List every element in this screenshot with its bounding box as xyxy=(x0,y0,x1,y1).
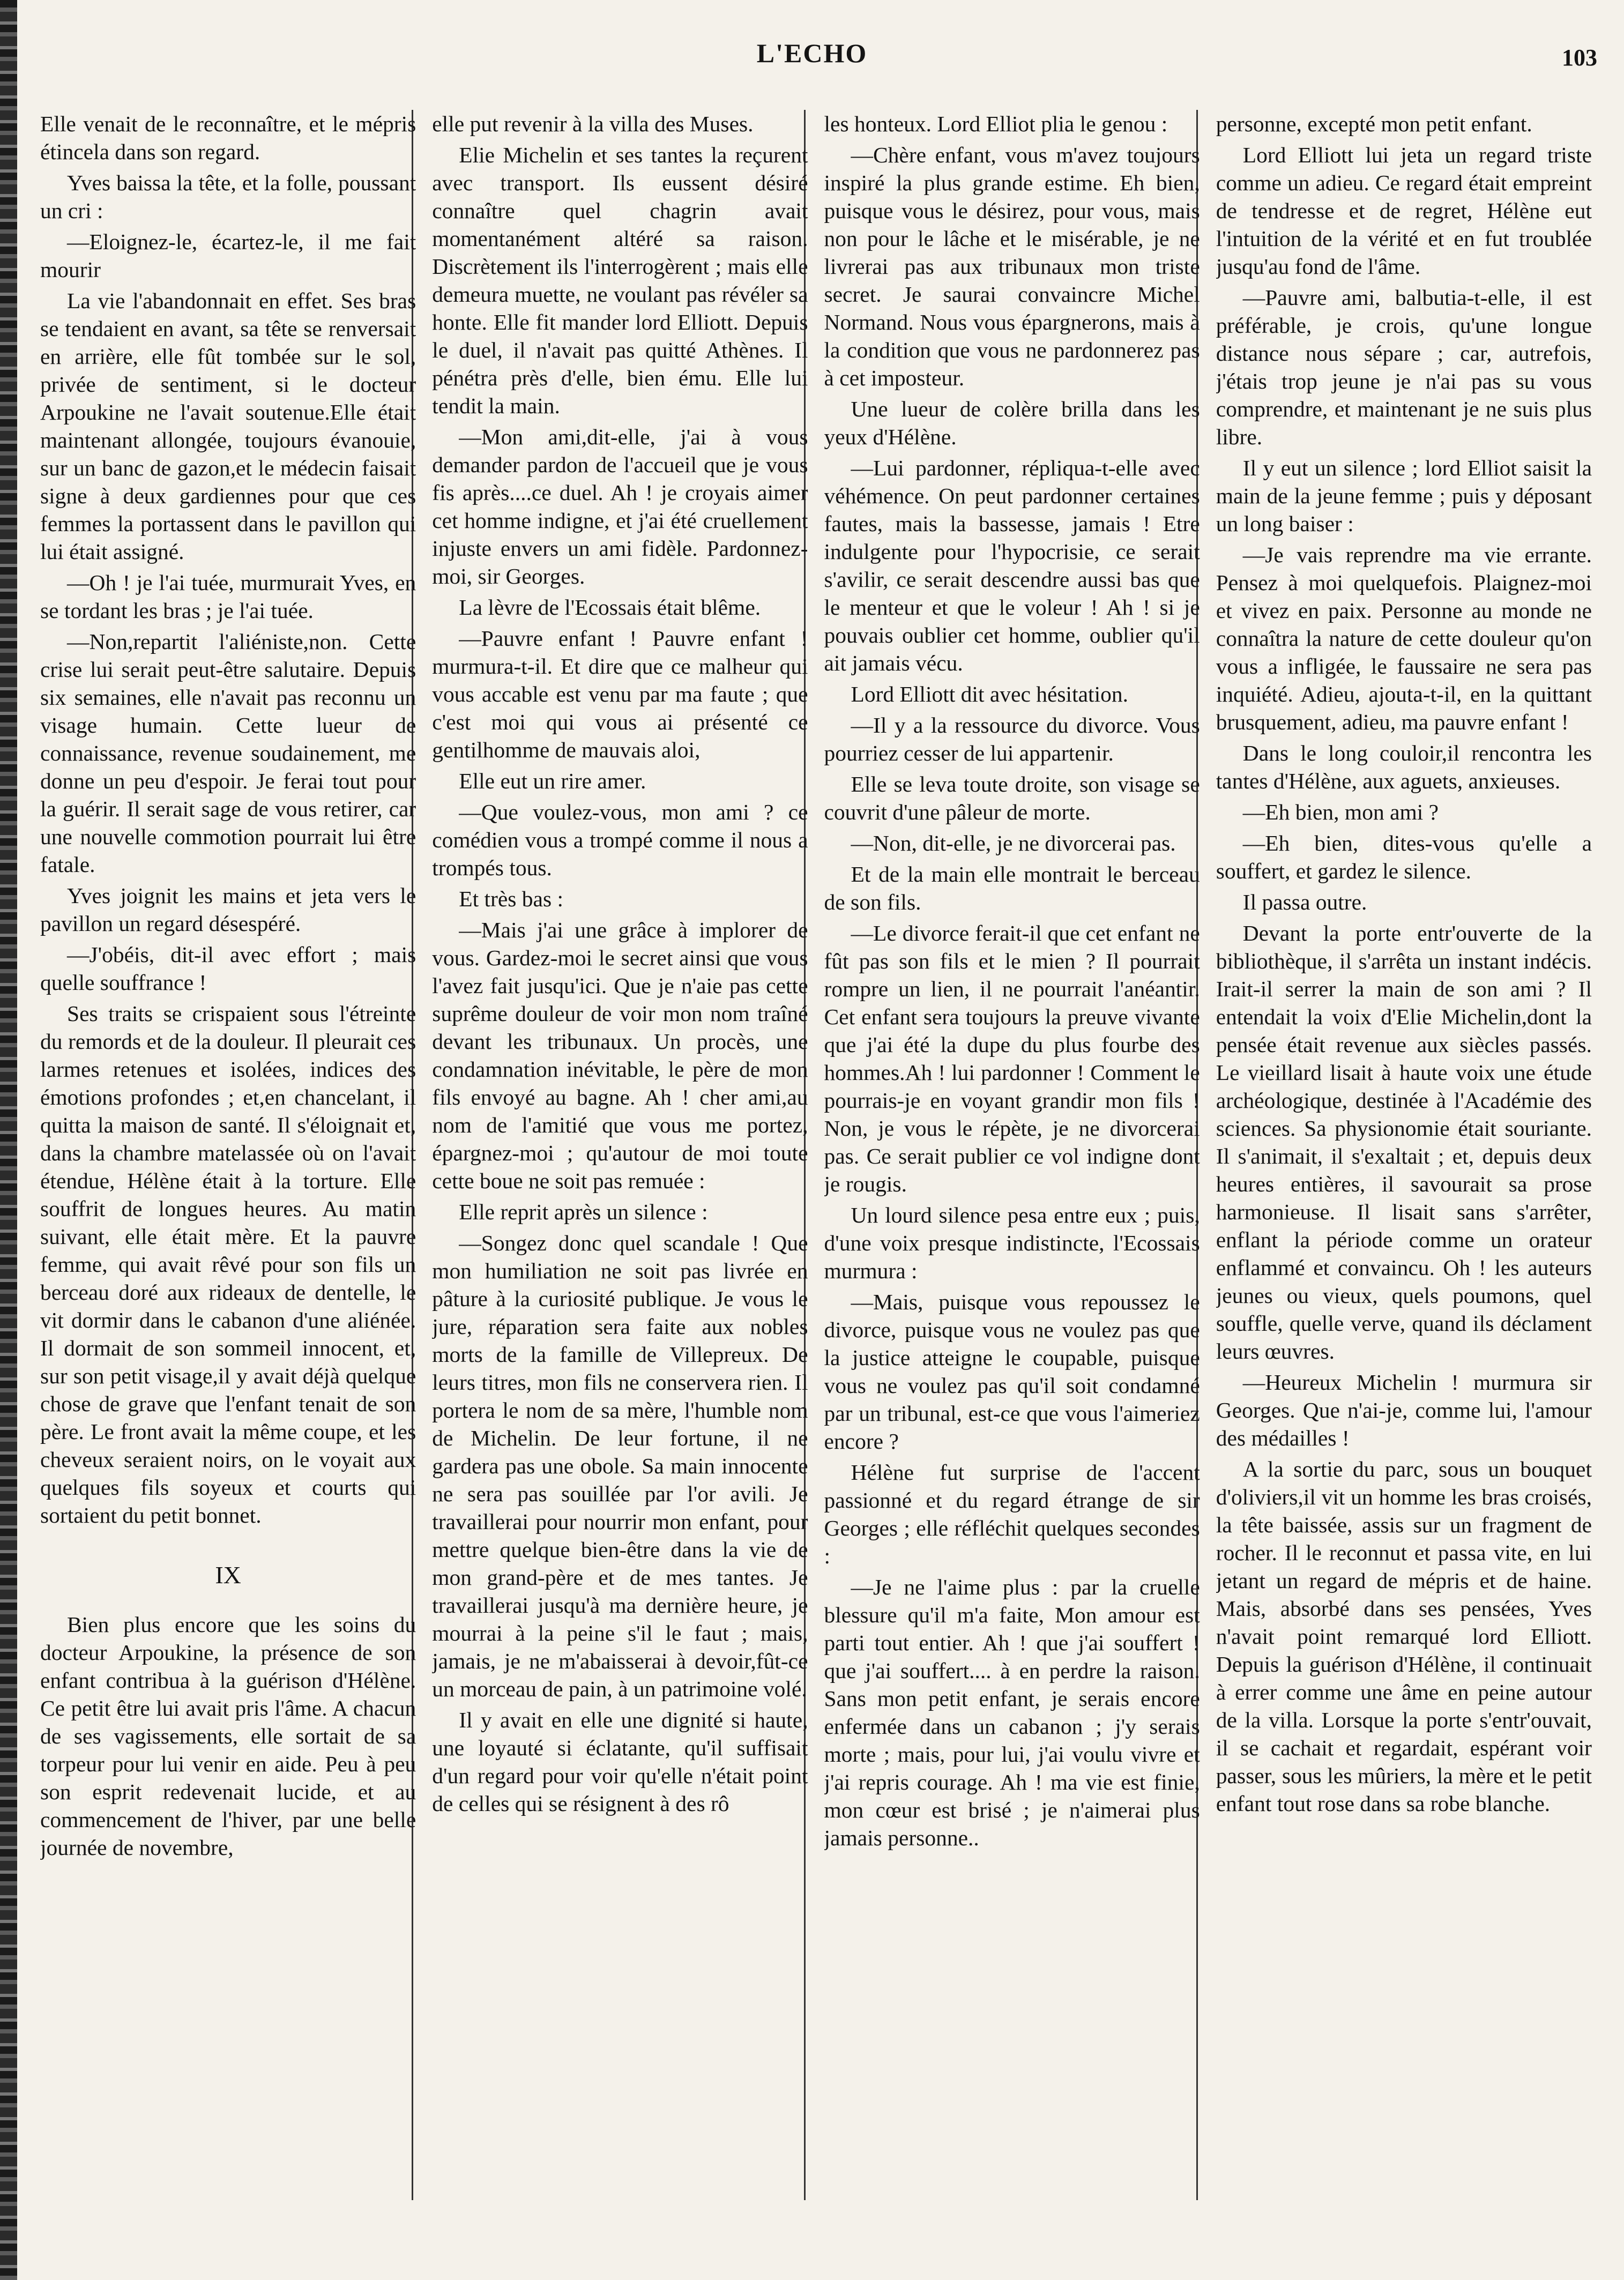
paragraph: Elle venait de le reconnaître, et le mépris étincela dans son regard. xyxy=(40,111,416,164)
paragraph: les honteux. Lord Elliot plia le genou : xyxy=(824,111,1168,136)
paragraph: La lèvre de l'Ecossais était blême. xyxy=(459,595,761,620)
paragraph: —Eloignez-le, écartez-le, il me fait mourir xyxy=(40,229,416,282)
paragraph: —J'obéis, dit-il avec effort ; mais quelle souffrance ! xyxy=(40,942,416,995)
paragraph: —Je vais reprendre ma vie errante. Pensez à moi quelquefois. Plaignez-moi et vivez en paix. Personne au monde ne connaîtra la nature de cette douleur qu'on vous a infligée, le faussaire ne sera pas inquiété. Adieu, ajouta-t-il, en la quittant brusquement, adieu, ma pauvre enfant ! xyxy=(1216,542,1592,734)
paragraph: Bien plus encore que les soins du docteur Arpoukine, la présence de son enfant contribua à la guérison d'Hélène. Ce petit être lui avait pris l'âme. A chacun de ses vagissements, elle sortait de sa torpeur pour lui venir en aide. Peu à peu son esprit redevenait lucide, et au commencement de l'hiver, par une belle journée de novembre, xyxy=(40,1612,416,1860)
text-columns xyxy=(40,110,1592,2211)
paragraph: Un lourd silence pesa entre eux ; puis, d'une voix presque indistincte, l'Ecossais murmura : xyxy=(824,1203,1200,1283)
paragraph: —Non,repartit l'aliéniste,non. Cette crise lui serait peut-être salutaire. Depuis six semaines, elle n'avait pas reconnu un visage humain. Cette lueur de connaissance, revenue soudainement, me donne un peu d'espoir. Je ferai tout pour la guérir. Il serait sage de vous retirer, car une nouvelle commotion pourrait lui être fatale. xyxy=(40,629,416,877)
paragraph: —Eh bien, dites-vous qu'elle a souffert, et gardez le silence. xyxy=(1216,831,1592,883)
paragraph: A la sortie du parc, sous un bouquet d'oliviers,il vit un homme les bras croisés, la tête baissée, assis sur un fragment de rocher. Il le reconnut et passa vite, en lui jetant un regard de mépris et de haine. Mais, absorbé dans ses pensées, Yves n'avait point remarqué lord Elliott. Depuis la guérison d'Hélène, il continuait à errer comme une âme en peine autour de la villa. Lorsque la porte s'entr'ouvait, il se cachait et regardait, espérant voir passer, sous les mûriers, la mère et le petit enfant tout rose dans sa robe blanche. xyxy=(1216,1457,1592,1816)
text-column-3 xyxy=(824,110,1200,2211)
paragraph: —Pauvre ami, balbutia-t-elle, il est préférable, je crois, qu'une longue distance nous sépare ; car, autrefois, j'étais trop jeune je n'ai pas su vous comprendre, et maintenant je ne suis plus libre. xyxy=(1216,285,1592,449)
paragraph: —Que voulez-vous, mon ami ? ce comédien vous a trompé comme il nous a trompés tous. xyxy=(432,800,808,880)
paragraph: Devant la porte entr'ouverte de la bibliothèque, il s'arrêta un instant indécis. Irait-il serrer la main de son ami ? Il entendait la voix d'Elie Michelin,dont la pensée était revenue aux siècles passés. Le vieillard lisait à haute voix une étude archéologique, destinée à l'Académie des sciences. Sa physionomie était souriante. Il s'animait, il s'exaltait ; et, depuis deux heures entières, il savourait sa prose harmonieuse. Il lisait sans s'arrêter, enflant la période comme un orateur enflammé et convaincu. Oh ! les auteurs jeunes ou vieux, quels poumons, quel souffle, quelle verve, quand ils déclament leurs œuvres. xyxy=(1216,921,1592,1363)
paragraph: —Pauvre enfant ! Pauvre enfant ! murmura-t-il. Et dire que ce malheur qui vous accable est venu par ma faute ; que c'est moi qui vous ai présenté ce gentilhomme de mauvais aloi, xyxy=(432,626,808,762)
paragraph: —Le divorce ferait-il que cet enfant ne fût pas son fils et le mien ? Il pourrait rompre un lien, il ne pourrait l'anéantir. Cet enfant sera toujours la preuve vivante que j'ai été la dupe du plus fourbe des hommes.Ah ! lui pardonner ! Comment le pourrais-je en voyant grandir mon fils ! Non, je vous le répète, je ne divorcerai pas. Ce serait publier ce vol indigne dont je rougis. xyxy=(824,921,1200,1196)
paragraph: elle put revenir à la villa des Muses. xyxy=(432,111,754,136)
paragraph: Dans le long couloir,il rencontra les tantes d'Hélène, aux aguets, anxieuses. xyxy=(1216,741,1592,793)
paragraph: personne, excepté mon petit enfant. xyxy=(1216,111,1532,136)
paragraph: Et de la main elle montrait le berceau de son fils. xyxy=(824,862,1200,914)
page-number: 103 xyxy=(1562,44,1597,71)
paragraph: Hélène fut surprise de l'accent passionné et du regard étrange de sir Georges ; elle réfléchit quelques secondes : xyxy=(824,1460,1200,1568)
paragraph: Elie Michelin et ses tantes la reçurent avec transport. Ils eussent désiré connaître quel chagrin avait momentanément altéré sa raison. Discrètement ils l'interrogèrent ; mais elle demeura muette, ne voulant pas révéler sa honte. Elle fit mander lord Elliott. Depuis le duel, il n'avait pas quitté Athènes. Il pénétra près d'elle, bien ému. Elle lui tendit la main. xyxy=(432,143,808,418)
paragraph: —Oh ! je l'ai tuée, murmurait Yves, en se tordant les bras ; je l'ai tuée. xyxy=(40,570,416,623)
paragraph: Yves joignit les mains et jeta vers le pavillon un regard désespéré. xyxy=(40,883,416,936)
paragraph: —Eh bien, mon ami ? xyxy=(1242,800,1439,824)
page-header-title: L'ECHO xyxy=(756,38,868,68)
paragraph: Elle reprit après un silence : xyxy=(459,1199,708,1224)
paragraph: Il y eut un silence ; lord Elliot saisit la main de la jeune femme ; puis y déposant un long baiser : xyxy=(1216,456,1592,536)
paragraph: Il passa outre. xyxy=(1242,890,1367,914)
chapter-heading: IX xyxy=(215,1561,241,1589)
paragraph: —Mais j'ai une grâce à implorer de vous. Gardez-moi le secret ainsi que vous l'avez fait jusqu'ici. Que je n'aie pas cette suprême douleur de voir mon nom traîné devant les tribunaux. Un procès, une condamnation inévitable, le père de mon fils envoyé au bagne. Ah ! cher ami,au nom de l'amitié que vous me portez, épargnez-moi ; qu'autour de moi toute cette boue ne soit pas remuée : xyxy=(432,918,808,1193)
paragraph: La vie l'abandonnait en effet. Ses bras se tendaient en avant, sa tête se renversait en arrière, elle fût tombée sur le sol, privée de sentiment, si le docteur Arpoukine ne l'avait soutenue.Elle était maintenant allongée, toujours évanouie, sur un banc de gazon,et le médecin faisait signe à deux gardiennes pour que ces femmes la portassent dans le pavillon qui lui était assigné. xyxy=(40,288,416,564)
page-binding-edge xyxy=(0,0,17,2280)
paragraph: —Je ne l'aime plus : par la cruelle blessure qu'il m'a faite, Mon amour est parti tout entier. Ah ! que j'ai souffert ! que j'ai souffert.... à en perdre la raison. Sans mon petit enfant, je serais encore enfermée dans un cabanon ; j'y serais morte ; mais, pour lui, j'ai voulu vivre et j'ai repris courage. Ah ! ma vie est finie, mon cœur est brisé ; je n'aimerai plus jamais personne.. xyxy=(824,1575,1200,1850)
paragraph: —Lui pardonner, répliqua-t-elle avec véhémence. On peut pardonner certaines fautes, mais la bassesse, jamais ! Etre indulgente pour l'hypocrisie, ce serait s'avilir, ce serait descendre aussi bas que le menteur et que le voleur ! Ah ! si je pouvais oublier cet homme, oublier qu'il ait jamais vécu. xyxy=(824,456,1200,675)
paragraph: Une lueur de colère brilla dans les yeux d'Hélène. xyxy=(824,397,1200,449)
text-column-2 xyxy=(432,110,808,2211)
paragraph: Lord Elliott dit avec hésitation. xyxy=(851,682,1128,706)
paragraph: Elle se leva toute droite, son visage se couvrit d'une pâleur de morte. xyxy=(824,772,1200,824)
paragraph: —Mais, puisque vous repoussez le divorce, puisque vous ne voulez pas que la justice atteigne le coupable, puisque vous ne voulez pas qu'il soit condamné par un tribunal, est-ce que vous l'aimeriez encore ? xyxy=(824,1290,1200,1454)
paragraph: Elle eut un rire amer. xyxy=(459,769,646,793)
paragraph: Ses traits se crispaient sous l'étreinte du remords et de la douleur. Il pleurait ces larmes retenues et isolées, indices des émotions profondes ; et,en chancelant, il quitta la maison de santé. Il s'éloignait et, dans la chambre matelassée où on l'avait étendue, Hélène était à la torture. Elle souffrit de longues heures. Au matin suivant, elle était mère. Et la pauvre femme, qui avait rêvé pour son fils un berceau doré aux rideaux de dentelle, le vit dormir dans le cabanon d'une aliénée. Il dormait de son sommeil innocent, et, sur son petit visage,il y avait déjà quelque chose de grave que l'enfant tenait de son père. Le front avait la même coupe, et les cheveux seraient noirs, on le voyait aux quelques fils soyeux et courts qui sortaient du petit bonnet. xyxy=(40,1001,416,1528)
paragraph: —Songez donc quel scandale ! Que mon humiliation ne soit pas livrée en pâture à la curiosité publique. Je vous le jure, réparation sera faite aux nobles morts de la famille de Villepreux. De leurs titres, mon fils ne conservera rien. Il portera le nom de sa mère, l'humble nom de Michelin. De leur fortune, il ne gardera pas une obole. Sa main innocente ne sera pas souillée par l'or avili. Je travaillerai pour nourrir mon enfant, pour mettre quelque bien-être dans la vie de mon grand-père et de mes tantes. Je travaillerai jusqu'à ma dernière heure, je mourrai à la peine s'il le faut ; mais, jamais, je ne m'abaisserai à devoir,fût-ce un morceau de pain, à un patrimoine volé. xyxy=(432,1231,808,1701)
text-column-4 xyxy=(1216,110,1592,2211)
paragraph: Yves baissa la tête, et la folle, poussant un cri : xyxy=(40,170,416,223)
paragraph: —Chère enfant, vous m'avez toujours inspiré la plus grande estime. Eh bien, puisque vous le désirez, pour vous, mais non pour le lâche et le misérable, je ne livrerai pas aux tribunaux mon triste secret. Je saurai convaincre Michel Normand. Nous vous épargnerons, mais à la condition que vous ne pardonnerez pas à cet imposteur. xyxy=(824,143,1200,390)
paragraph: Il y avait en elle une dignité si haute, une loyauté si éclatante, qu'il suffisait d'un regard pour voir qu'elle n'était point de celles qui se résignent à des rô xyxy=(432,1708,808,1816)
paragraph: —Non, dit-elle, je ne divorcerai pas. xyxy=(851,831,1176,855)
paragraph: —Il y a la ressource du divorce. Vous pourriez cesser de lui appartenir. xyxy=(824,713,1200,765)
paragraph: Et très bas : xyxy=(459,886,564,911)
paragraph: —Heureux Michelin ! murmura sir Georges. Que n'ai-je, comme lui, l'amour des médailles ! xyxy=(1216,1370,1592,1450)
paragraph: —Mon ami,dit-elle, j'ai à vous demander pardon de l'accueil que je vous fis après....ce duel. Ah ! je croyais aimer cet homme indigne, et j'ai été cruellement injuste envers un ami fidèle. Pardonnez-moi, sir Georges. xyxy=(432,424,808,588)
paragraph: Lord Elliott lui jeta un regard triste comme un adieu. Ce regard était empreint de tendresse et de regret, Hélène eut l'intuition de la vérité et en fut troublée jusqu'au fond de l'âme. xyxy=(1216,143,1592,279)
text-column-1 xyxy=(40,110,416,2211)
